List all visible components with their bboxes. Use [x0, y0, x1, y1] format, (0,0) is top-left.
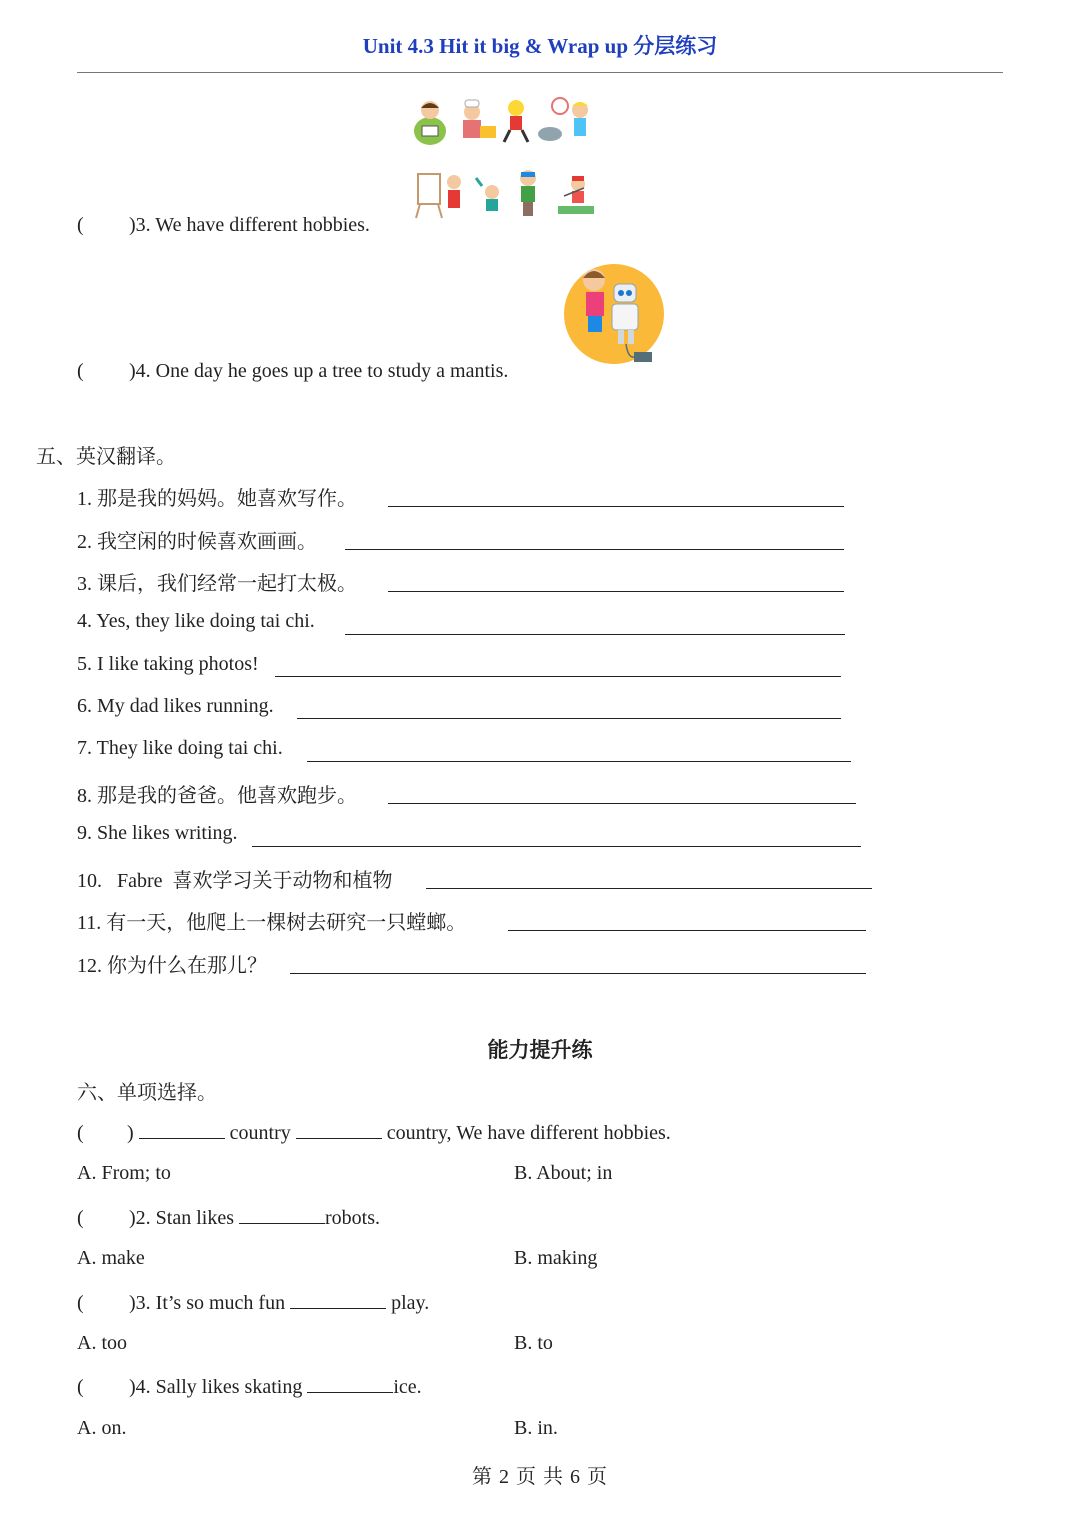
choice-question-4	[77, 1374, 422, 1399]
q2-text: )2. Stan likes	[129, 1207, 234, 1229]
option-q4-a[interactable]: A. on.	[77, 1417, 127, 1439]
choice-question-3	[77, 1290, 429, 1315]
q4-end-text: ice.	[393, 1376, 422, 1398]
page-number: 第 2 页 共 6 页	[472, 1466, 608, 1488]
blank-q1-b[interactable]	[296, 1120, 382, 1139]
judge-item-3	[77, 214, 370, 237]
answer-line-7[interactable]	[307, 761, 851, 762]
page-header-title: Unit 4.3 Hit it big & Wrap up 分层练习	[362, 34, 718, 58]
q2-end-text: robots.	[325, 1207, 380, 1229]
judge-item-3-text: )3. We have different hobbies.	[129, 214, 370, 236]
answer-paren-q1[interactable]: (	[77, 1122, 84, 1144]
section-5-title: 五、英汉翻译。	[36, 446, 176, 468]
option-q1-a[interactable]: A. From; to	[77, 1162, 171, 1184]
answer-paren-q4[interactable]: (	[77, 1376, 84, 1398]
q3-end-text: play.	[391, 1292, 430, 1314]
option-q2-a[interactable]: A. make	[77, 1247, 145, 1269]
paren-close-q1: )	[127, 1122, 134, 1144]
kid-playing-with-cat-figure	[538, 98, 588, 141]
translate-item-11: 11. 有一天，他爬上一棵树去研究一只螳螂。	[77, 912, 467, 934]
answer-paren-3[interactable]: (	[77, 214, 84, 236]
option-q1-b[interactable]: B. About; in	[514, 1162, 613, 1184]
q1-mid-text: country	[229, 1122, 291, 1144]
answer-line-10[interactable]	[426, 888, 872, 889]
blank-q4[interactable]	[307, 1374, 393, 1393]
translate-item-8: 8. 那是我的爸爸。他喜欢跑步。	[77, 785, 357, 807]
hobbies-illustration	[410, 96, 600, 224]
boy-with-robot-illustration	[562, 262, 670, 368]
kid-reading-figure	[414, 101, 446, 145]
answer-line-11[interactable]	[508, 930, 866, 931]
translate-item-1: 1. 那是我的妈妈。她喜欢写作。	[77, 488, 357, 510]
translate-item-10: 10. Fabre 喜欢学习关于动物和植物	[77, 870, 393, 892]
section-6-title: 六、单项选择。	[77, 1082, 217, 1104]
judge-item-4	[77, 360, 508, 383]
answer-line-3[interactable]	[388, 591, 844, 592]
choice-question-2	[77, 1205, 380, 1230]
header-divider	[77, 72, 1003, 73]
section-heading: 能力提升练	[487, 1038, 593, 1062]
answer-line-6[interactable]	[297, 718, 841, 719]
answer-line-1[interactable]	[388, 506, 844, 507]
kid-dancing-figure	[476, 178, 499, 211]
answer-line-12[interactable]	[290, 973, 866, 974]
translate-item-6: 6. My dad likes running.	[77, 695, 274, 717]
kid-skating-figure	[504, 100, 528, 142]
blank-q1-a[interactable]	[139, 1120, 225, 1139]
translate-item-7: 7. They like doing tai chi.	[77, 737, 283, 759]
translate-item-3: 3. 课后，我们经常一起打太极。	[77, 573, 357, 595]
answer-line-4[interactable]	[345, 634, 845, 635]
answer-line-2[interactable]	[345, 549, 844, 550]
kid-hiking-figure	[520, 170, 536, 216]
q4-text: )4. Sally likes skating	[129, 1376, 303, 1398]
answer-paren-q2[interactable]: (	[77, 1207, 84, 1229]
blank-q2[interactable]	[239, 1205, 325, 1224]
option-q3-a[interactable]: A. too	[77, 1332, 127, 1354]
answer-paren-q3[interactable]: (	[77, 1292, 84, 1314]
translate-item-4: 4. Yes, they like doing tai chi.	[77, 610, 315, 632]
choice-question-1	[77, 1120, 671, 1145]
answer-line-5[interactable]	[275, 676, 841, 677]
q1-end-text: country, We have different hobbies.	[386, 1122, 671, 1144]
translate-item-5: 5. I like taking photos!	[77, 653, 259, 675]
q3-text: )3. It’s so much fun	[129, 1292, 286, 1314]
kid-cooking-figure	[463, 100, 496, 138]
answer-paren-4[interactable]: (	[77, 360, 84, 382]
judge-item-4-text: )4. One day he goes up a tree to study a mantis.	[129, 360, 509, 382]
option-q4-b[interactable]: B. in.	[514, 1417, 558, 1439]
kid-fishing-figure	[558, 176, 594, 214]
answer-line-8[interactable]	[388, 803, 856, 804]
blank-q3[interactable]	[290, 1290, 386, 1309]
translate-item-9: 9. She likes writing.	[77, 822, 238, 844]
translate-item-12: 12. 你为什么在那儿？	[77, 955, 267, 977]
translate-item-2: 2. 我空闲的时候喜欢画画。	[77, 531, 317, 553]
option-q3-b[interactable]: B. to	[514, 1332, 553, 1354]
kid-painting-figure	[416, 174, 461, 218]
answer-line-9[interactable]	[252, 846, 861, 847]
option-q2-b[interactable]: B. making	[514, 1247, 598, 1269]
